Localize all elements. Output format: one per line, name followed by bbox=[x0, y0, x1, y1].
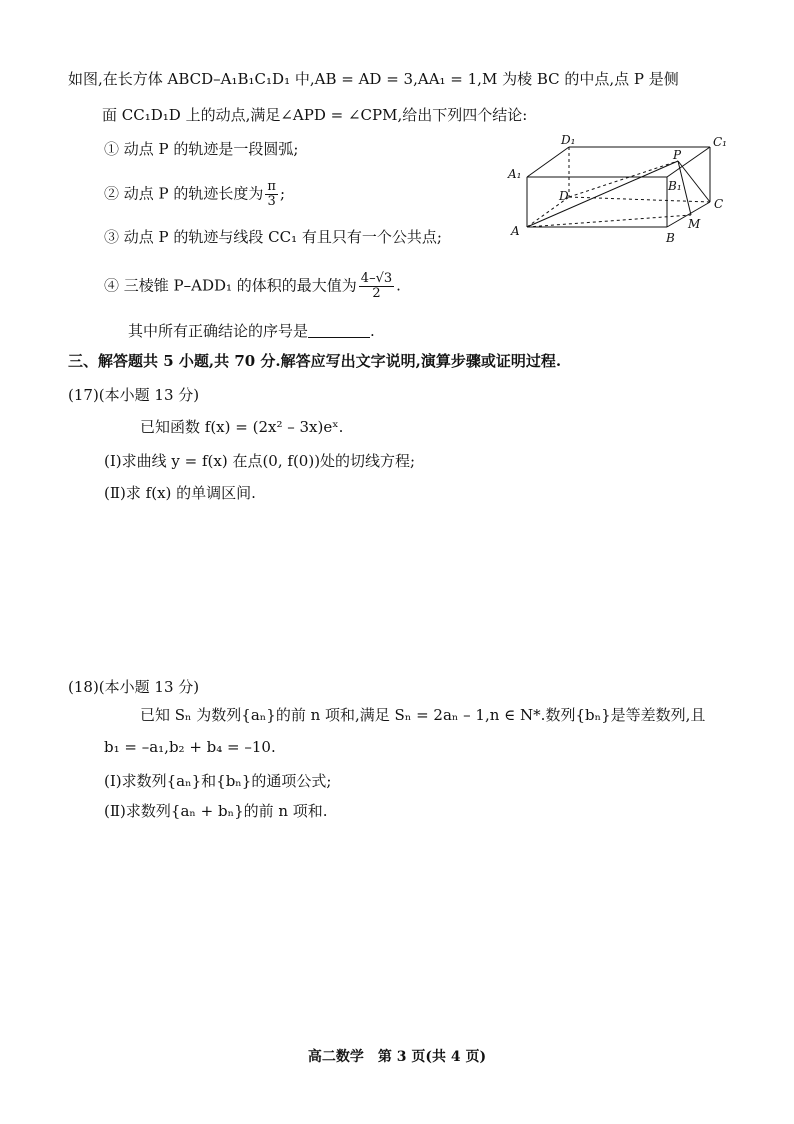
fraction-denominator: 2 bbox=[372, 286, 381, 301]
q16-stem-line1 bbox=[68, 68, 679, 90]
q16-answer-prompt-text: 其中所有正确结论的序号是 bbox=[128, 322, 309, 340]
cuboid-figure bbox=[505, 132, 730, 247]
q18-part-1: (Ⅰ)求数列{aₙ}和{bₙ}的通项公式; bbox=[104, 772, 332, 790]
q16-conclusion-3: ③ 动点 P 的轨迹与线段 CC₁ 有且只有一个公共点; bbox=[104, 228, 442, 246]
label-d1: D₁ bbox=[561, 133, 576, 147]
fraction-numerator: 4–√3 bbox=[360, 271, 393, 286]
q18-header: (18)(本小题 13 分) bbox=[68, 678, 200, 696]
q16-conclusion-4 bbox=[104, 272, 401, 301]
q16-conclusion-2-fraction bbox=[265, 180, 278, 209]
hidden-segment-dp bbox=[569, 161, 678, 197]
q16-conclusion-4-fraction bbox=[359, 272, 394, 301]
q16-stem-line1-text: 如图,在长方体 ABCD–A₁B₁C₁D₁ 中,AB = AD = 3,AA₁ = 1,M 为棱 BC 的中点,点 P 是侧 bbox=[68, 70, 679, 88]
q17-given: 已知函数 f(x) = (2x² – 3x)eˣ. bbox=[140, 418, 344, 436]
fraction-numerator: π bbox=[267, 179, 276, 194]
q17-header: (17)(本小题 13 分) bbox=[68, 386, 200, 404]
fraction-denominator: 3 bbox=[267, 194, 276, 209]
q18-given-line1: 已知 Sₙ 为数列{aₙ}的前 n 项和,满足 Sₙ = 2aₙ – 1,n ∈ N*.数列{bₙ}是等差数列,且 bbox=[140, 706, 706, 724]
q16-conclusion-1: ① 动点 P 的轨迹是一段圆弧; bbox=[104, 140, 299, 158]
q16-conclusion-2-text: ② 动点 P 的轨迹长度为 bbox=[104, 184, 264, 203]
edge-a1d1 bbox=[527, 147, 569, 177]
label-b1: B₁ bbox=[668, 179, 682, 193]
q16-conclusion-2 bbox=[104, 180, 285, 209]
label-b: B bbox=[666, 231, 675, 245]
q16-conclusion-4-text: ④ 三棱锥 P–ADD₁ 的体积的最大值为 bbox=[104, 276, 357, 295]
page-footer: 高二数学 第 3 页(共 4 页) bbox=[307, 1049, 487, 1065]
q16-stem-line2: 面 CC₁D₁D 上的动点,满足∠APD = ∠CPM,给出下列四个结论: bbox=[102, 106, 528, 124]
answer-blank[interactable] bbox=[308, 323, 370, 338]
q16-answer-prompt bbox=[128, 320, 375, 342]
q17-part-1: (Ⅰ)求曲线 y = f(x) 在点(0, f(0))处的切线方程; bbox=[104, 452, 416, 470]
label-a: A bbox=[511, 224, 520, 238]
segment-ap bbox=[527, 161, 678, 227]
label-c1: C₁ bbox=[713, 135, 727, 149]
q18-given-line2: b₁ = –a₁,b₂ + b₄ = –10. bbox=[104, 738, 276, 756]
label-c: C bbox=[714, 197, 724, 211]
hidden-segment-am bbox=[527, 215, 691, 227]
label-a1: A₁ bbox=[508, 167, 522, 181]
q16-conclusion-2-end: ; bbox=[279, 184, 286, 203]
q16-answer-prompt-end: . bbox=[370, 322, 375, 340]
label-m: M bbox=[688, 217, 701, 231]
section-3-heading: 三、解答题共 5 小题,共 70 分.解答应写出文字说明,演算步骤或证明过程. bbox=[68, 352, 562, 370]
q17-part-2: (Ⅱ)求 f(x) 的单调区间. bbox=[104, 484, 256, 502]
label-p: P bbox=[673, 148, 682, 162]
q18-part-2: (Ⅱ)求数列{aₙ + bₙ}的前 n 项和. bbox=[104, 802, 328, 820]
q16-conclusion-4-end: . bbox=[396, 276, 401, 295]
label-d: D bbox=[559, 189, 569, 203]
